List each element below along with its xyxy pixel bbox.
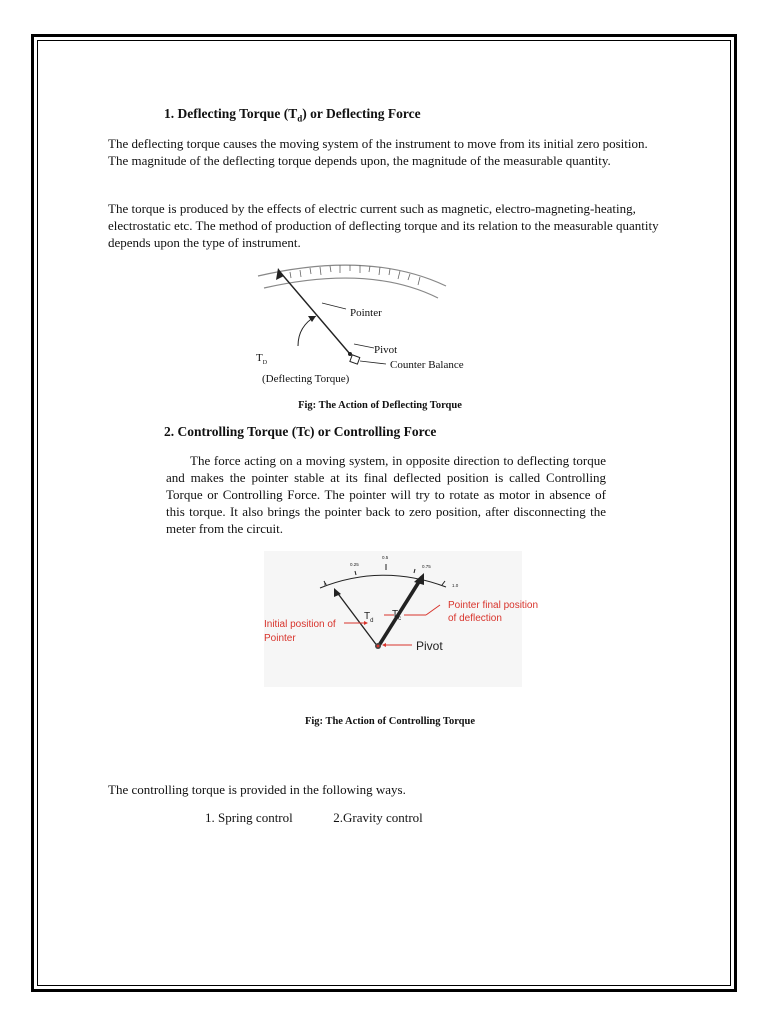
tc-label: $T_c$ bbox=[392, 609, 402, 622]
final-position-label-line2: of deflection bbox=[448, 613, 502, 624]
initial-position-label-line2: Pointer bbox=[264, 633, 296, 644]
pointer-needle bbox=[280, 272, 350, 354]
final-position-label-line1: Pointer final position bbox=[448, 600, 539, 611]
scale-label-05: 0.5 bbox=[382, 555, 389, 560]
scale-ticks bbox=[290, 265, 420, 285]
figure1-caption: Fig: The Action of Deflecting Torque bbox=[298, 400, 462, 411]
counter-balance-shape bbox=[350, 355, 360, 364]
list-item-gravity-control: 2.Gravity control bbox=[333, 810, 423, 825]
scale-arc-inner bbox=[264, 278, 438, 298]
list-item-spring-control: 1. Spring control bbox=[205, 810, 293, 825]
section2-heading: 2. Controlling Torque (Tc) or Controlling Force bbox=[164, 424, 437, 439]
final-pointer bbox=[378, 577, 422, 647]
section1-heading: 1. Deflecting Torque $(T_d)$ or Deflecting Force bbox=[164, 106, 421, 124]
controlling-torque-figure bbox=[264, 551, 539, 687]
deflecting-torque-label: (Deflecting Torque) bbox=[262, 373, 350, 385]
td-label: $T_d$ bbox=[364, 611, 374, 624]
section1-paragraph-2: The torque is produced by the effects of electric current such as magnetic, electro-magneting-heating, electrostatic etc. The method of production of deflecting torque and its relation to the measurable quantity depends upon the type of instrument. bbox=[108, 201, 659, 250]
pointer-label: Pointer bbox=[350, 307, 382, 319]
pivot-label: Pivot bbox=[416, 639, 443, 653]
initial-position-label-line1: Initial position of bbox=[264, 619, 336, 630]
scale-label-075: 0.75 bbox=[422, 564, 431, 569]
counter-balance-label: Counter Balance bbox=[390, 359, 464, 371]
pivot-dot bbox=[348, 352, 352, 356]
td-label: $T_D$ bbox=[256, 352, 268, 366]
section1-paragraph-1: The deflecting torque causes the moving system of the instrument to move from its initial zero position. The magnitude of the deflecting torque depends upon, the magnitude of the measurable quantity. bbox=[108, 136, 648, 168]
section2-paragraph: The force acting on a moving system, in opposite direction to deflecting torque and makes the pointer stable at its final deflected position is called Controlling Torque or Controlling Force. The pointer will try to rotate as motor in absence of this torque. It also brings the pointer back to zero position, after disconnecting the meter from the circuit. bbox=[166, 453, 606, 536]
controlling-torque-intro: The controlling torque is provided in the following ways. bbox=[108, 782, 406, 797]
deflecting-torque-figure bbox=[250, 258, 500, 390]
scale-arc bbox=[320, 575, 446, 588]
pivot-label: Pivot bbox=[374, 344, 398, 356]
scale-label-1: 1.0 bbox=[452, 583, 459, 588]
control-methods-list bbox=[205, 810, 423, 826]
pointer-tip bbox=[276, 268, 284, 280]
scale-arc-outer bbox=[258, 265, 446, 286]
deflecting-torque-arrow bbox=[298, 316, 316, 346]
scale-label-025: 0.25 bbox=[350, 562, 359, 567]
scale-label-0: 0 bbox=[324, 582, 327, 587]
figure2-caption: Fig: The Action of Controlling Torque bbox=[304, 716, 476, 727]
